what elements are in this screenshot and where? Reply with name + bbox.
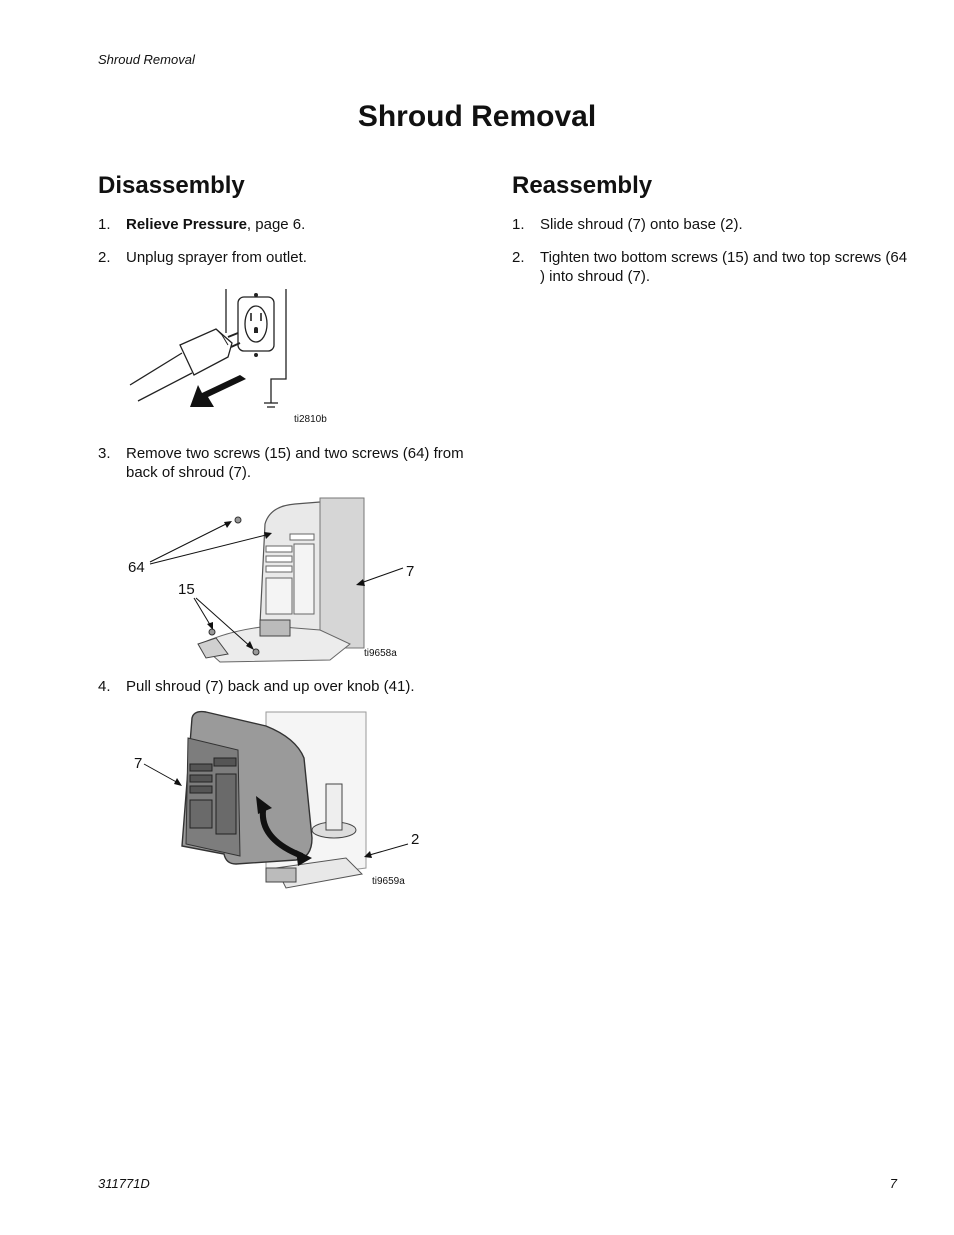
unplug-figure xyxy=(128,285,368,430)
disassembly-step-3 xyxy=(98,444,488,482)
disassembly-step-1 xyxy=(98,215,488,234)
step-text: Unplug sprayer from outlet. xyxy=(126,249,307,266)
figure-id: ti2810b xyxy=(294,414,327,425)
step-text: Remove two screws (15) and two screws (64) from back of shroud (7). xyxy=(126,445,464,481)
callout-7: 7 xyxy=(406,563,415,580)
disassembly-step-4-wrap xyxy=(98,677,488,710)
shroud-figure xyxy=(126,708,426,898)
screws-figure xyxy=(120,494,420,664)
step-number: 2. xyxy=(98,249,111,266)
reassembly-step-1 xyxy=(512,215,912,234)
shroud-back-illustration xyxy=(120,494,420,664)
shroud-lift-illustration xyxy=(126,708,426,898)
step-number: 3. xyxy=(98,445,111,462)
figure-id: ti9658a xyxy=(364,648,397,659)
step-text: Tighten two bottom screws (15) and two top screws (64 ) into shroud (7). xyxy=(540,249,908,285)
step-link-relieve-pressure[interactable]: Relieve Pressure xyxy=(126,216,247,233)
disassembly-step-2 xyxy=(98,248,488,267)
step-number: 4. xyxy=(98,678,111,695)
step-text: Pull shroud (7) back and up over knob (41). xyxy=(126,678,415,695)
reassembly-section xyxy=(512,172,912,300)
step-text: Slide shroud (7) onto base (2). xyxy=(540,216,743,233)
doc-number: 311771D xyxy=(98,1176,150,1191)
callout-2: 2 xyxy=(411,831,420,848)
figure-id-label xyxy=(294,411,374,427)
step-number: 1. xyxy=(512,216,525,233)
disassembly-section xyxy=(98,172,488,281)
step-number: 1. xyxy=(98,216,111,233)
callout-7: 7 xyxy=(134,755,143,772)
step-number: 2. xyxy=(512,249,525,266)
page-title: Shroud Removal xyxy=(357,100,597,133)
page-number: 7 xyxy=(889,1176,897,1191)
callout-64: 64 xyxy=(128,559,145,576)
step-text: , page 6. xyxy=(246,216,306,233)
figure-id: ti9659a xyxy=(372,876,405,887)
plug-outlet-illustration xyxy=(128,285,368,430)
disassembly-step-3-wrap xyxy=(98,444,488,496)
running-header: Shroud Removal xyxy=(98,52,195,67)
callout-15: 15 xyxy=(178,581,195,598)
reassembly-heading: Reassembly xyxy=(512,172,653,199)
disassembly-step-4 xyxy=(98,677,488,696)
disassembly-heading: Disassembly xyxy=(98,172,245,199)
reassembly-step-2 xyxy=(512,248,912,286)
